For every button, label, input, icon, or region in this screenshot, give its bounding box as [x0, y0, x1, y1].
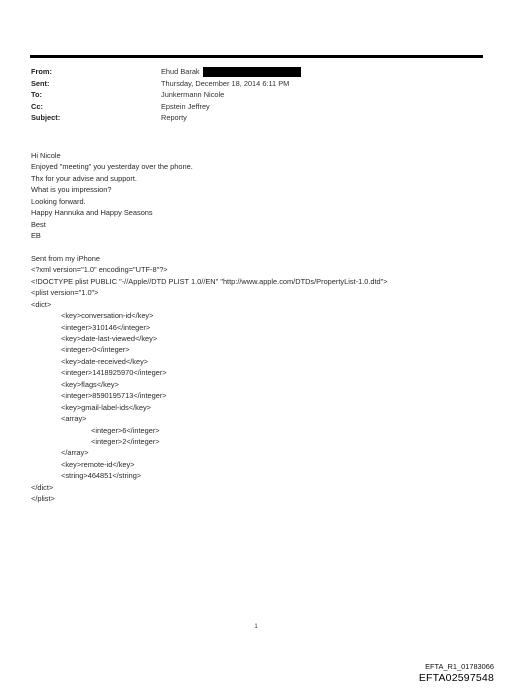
xml-line: <integer>310146</integer> — [61, 322, 151, 332]
body-line: What is you impression? — [31, 185, 112, 195]
xml-line: <plist version="1.0"> — [31, 288, 99, 298]
header-rule — [30, 55, 483, 58]
body-line — [31, 242, 486, 253]
xml-line: <key>remote-id</key> — [61, 459, 135, 469]
xml-line: <key>date-last-viewed</key> — [61, 334, 158, 343]
xml-line: <!DOCTYPE plist PUBLIC "-//Apple//DTD PLIST 1.0//EN" "http://www.apple.com/DTDs/PropertyList-1.0.dtd"> — [31, 276, 388, 286]
xml-line: <integer>2</integer> — [91, 436, 160, 446]
xml-line: <?xml version="1.0" encoding="UTF-8"?> — [31, 265, 168, 275]
message-body — [31, 150, 486, 505]
from-label: From: — [31, 67, 52, 76]
from-row — [31, 66, 481, 78]
xml-line: <array> — [61, 414, 87, 424]
body-line: Looking forward. — [31, 196, 86, 206]
xml-line: <key>gmail-label-ids</key> — [61, 402, 151, 412]
xml-line: <key>conversation-id</key> — [61, 311, 154, 321]
redaction-block — [203, 67, 301, 77]
bates-reference-small: EFTA_R1_01783066 — [425, 662, 494, 671]
page-number: 1 — [254, 624, 258, 630]
body-line: Thx for your advise and support. — [31, 173, 137, 183]
subject-value: Reporty — [161, 113, 187, 123]
body-line: Enjoyed "meeting" you yesterday over the phone. — [31, 162, 193, 172]
cc-label: Cc: — [31, 101, 43, 111]
body-line: Hi Nicole — [31, 151, 61, 160]
xml-line: <integer>1418925970</integer> — [61, 368, 167, 378]
body-line: Sent from my iPhone — [31, 253, 101, 263]
xml-line: <string>464851</string> — [61, 471, 142, 481]
xml-line: <dict> — [31, 299, 52, 309]
xml-line: <integer>0</integer> — [61, 345, 130, 355]
cc-row — [31, 101, 481, 113]
sent-label: Sent: — [31, 78, 50, 88]
to-value: Junkermann Nicole — [161, 90, 225, 100]
bates-reference-large: EFTA02597548 — [418, 672, 494, 684]
xml-line: </plist> — [31, 494, 55, 504]
body-line: Best — [31, 219, 46, 229]
xml-line: <key>date-received</key> — [61, 356, 149, 366]
xml-line: <key>flags</key> — [61, 379, 119, 389]
to-label: To: — [31, 90, 42, 100]
cc-value: Epstein Jeffrey — [161, 101, 210, 111]
email-header — [31, 66, 481, 124]
subject-row — [31, 112, 481, 124]
xml-line: </array> — [61, 448, 89, 458]
xml-line: <integer>8590195713</integer> — [61, 391, 167, 401]
subject-label: Subject: — [31, 113, 61, 123]
from-value: Ehud Barak — [161, 67, 200, 76]
to-row — [31, 89, 481, 101]
body-line: Happy Hannuka and Happy Seasons — [31, 208, 153, 218]
body-line: EB — [31, 231, 41, 241]
sent-row — [31, 78, 481, 90]
xml-line: <integer>6</integer> — [91, 425, 160, 435]
xml-line: </dict> — [31, 482, 54, 492]
sent-value: Thursday, December 18, 2014 6:11 PM — [161, 78, 290, 88]
